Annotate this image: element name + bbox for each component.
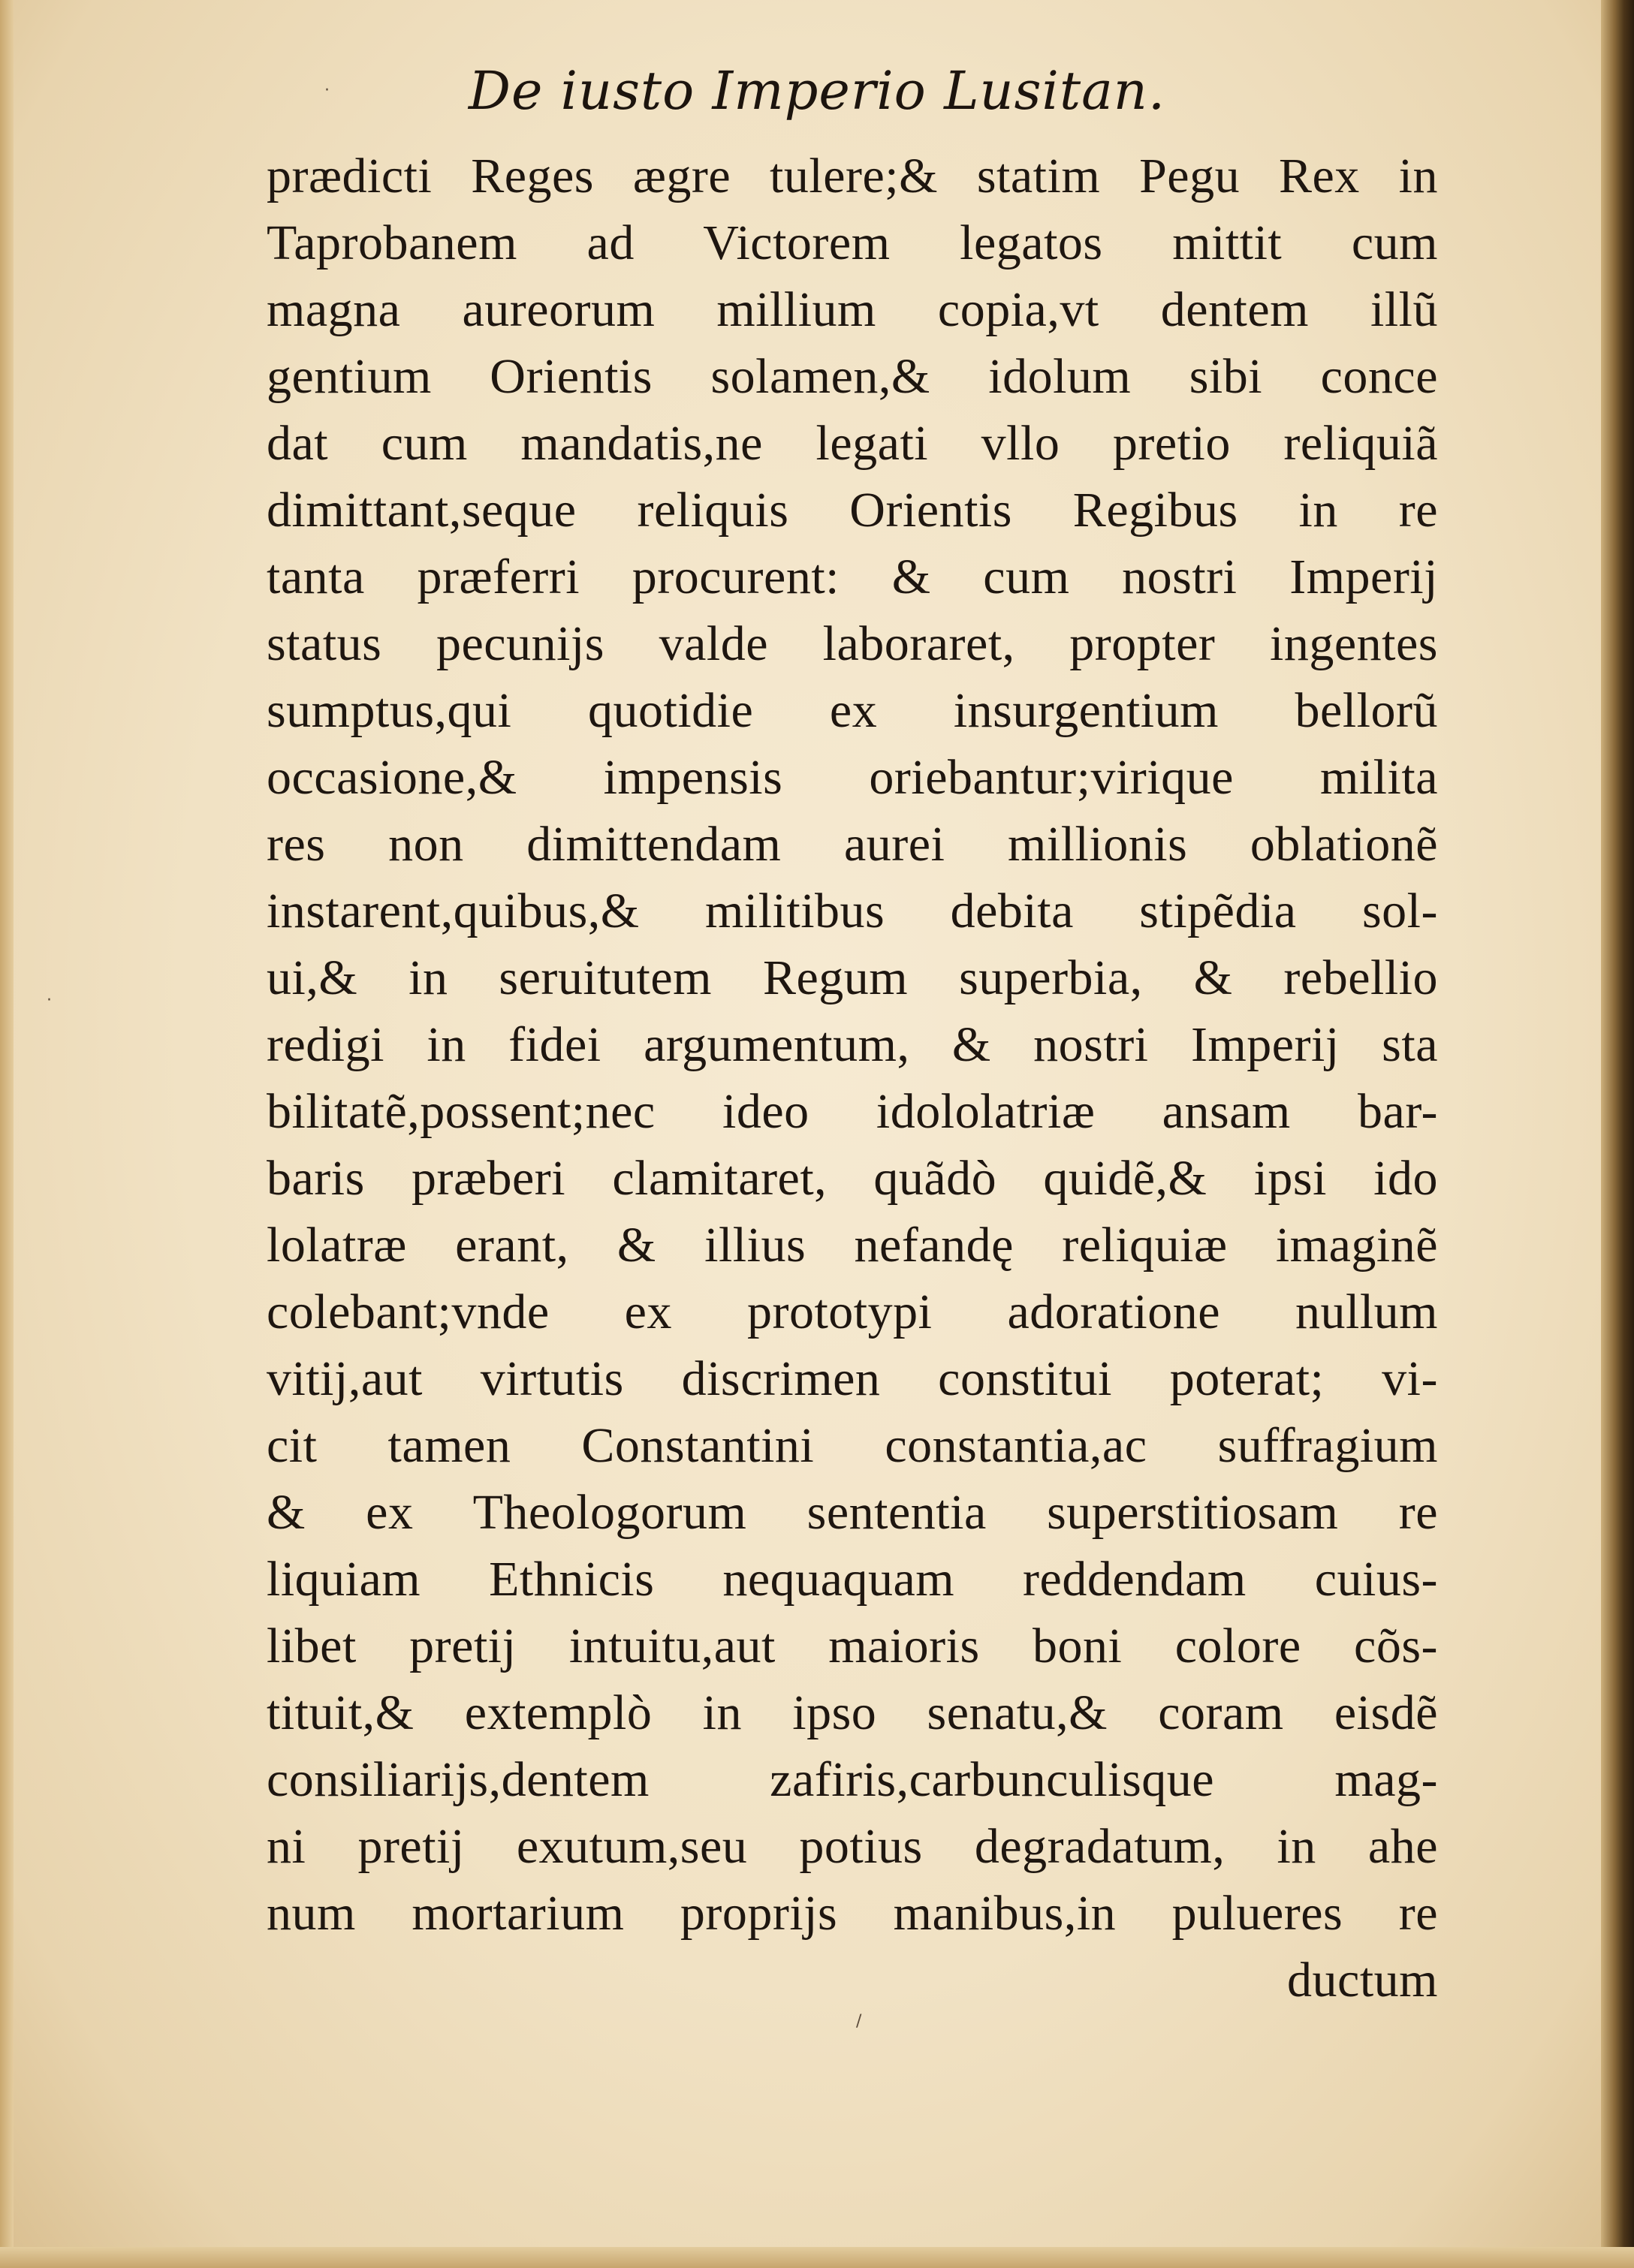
text-line: vitij,aut virtutis discrimen constitui poterat; vi-: [267, 1351, 1438, 1406]
text-line: status pecunijs valde laboraret, propter ingentes: [267, 616, 1438, 671]
text-line: dimittant,seque reliquis Orientis Regibus in re: [267, 483, 1438, 538]
text-line: prædicti Reges ægre tulere;& statim Pegu Rex in: [267, 149, 1438, 203]
text-line: instarent,quibus,& militibus debita stipẽdia sol-: [267, 884, 1438, 938]
text-line: sumptus,qui quotidie ex insurgentium bellorũ: [267, 683, 1438, 738]
text-line: baris præberi clamitaret, quãdò quidẽ,& ipsi ido: [267, 1151, 1438, 1206]
text-line: tanta præferri procurent: & cum nostri Imperij: [267, 550, 1438, 604]
text-line: occasione,& impensis oriebantur;virique milita: [267, 750, 1438, 805]
text-line: liquiam Ethnicis nequaquam reddendam cuius-: [267, 1552, 1438, 1607]
text-line: res non dimittendam aurei millionis oblationẽ: [267, 817, 1438, 872]
page-right-edge: [1601, 0, 1634, 2268]
text-line: num mortarium proprijs manibus,in pulueres re: [267, 1886, 1438, 1941]
text-line: ni pretij exutum,seu potius degradatum, in ahe: [267, 1819, 1438, 1874]
text-line: redigi in fidei argumentum, & nostri Imperij sta: [267, 1017, 1438, 1072]
text-line: tituit,& extemplò in ipso senatu,& coram eisdẽ: [267, 1685, 1438, 1740]
text-line: gentium Orientis solamen,& idolum sibi conce: [267, 349, 1438, 404]
text-line: ui,& in seruitutem Regum superbia, & rebellio: [267, 950, 1438, 1005]
text-line: colebant;vnde ex prototypi adoratione nullum: [267, 1285, 1438, 1339]
text-line: dat cum mandatis,ne legati vllo pretio reliquiã: [267, 416, 1438, 471]
text-line: libet pretij intuitu,aut maioris boni colore cõs-: [267, 1619, 1438, 1673]
text-line: bilitatẽ,possent;nec ideo idololatriæ ansam bar-: [267, 1084, 1438, 1139]
ink-speck: ·: [324, 81, 330, 100]
text-line: lolatræ erant, & illius nefandę reliquiæ imaginẽ: [267, 1218, 1438, 1273]
text-line: Taprobanem ad Victorem legatos mittit cum: [267, 215, 1438, 270]
ink-speck: /: [856, 2012, 862, 2031]
page-left-edge: [0, 0, 14, 2268]
catchword: ductum: [1287, 1953, 1438, 2007]
text-line: magna aureorum millium copia,vt dentem illũ: [267, 282, 1438, 337]
text-line: & ex Theologorum sententia superstitiosam re: [267, 1485, 1438, 1540]
body-text: [267, 143, 1438, 2013]
text-line: consiliarijs,dentem zafiris,carbunculisque mag-: [267, 1752, 1438, 1807]
page-bottom-edge: [0, 2247, 1634, 2268]
ink-speck: ·: [47, 991, 52, 1010]
text-line: cit tamen Constantini constantia,ac suffragium: [267, 1418, 1438, 1473]
running-head: De iusto Imperio Lusitan.: [468, 60, 1166, 122]
